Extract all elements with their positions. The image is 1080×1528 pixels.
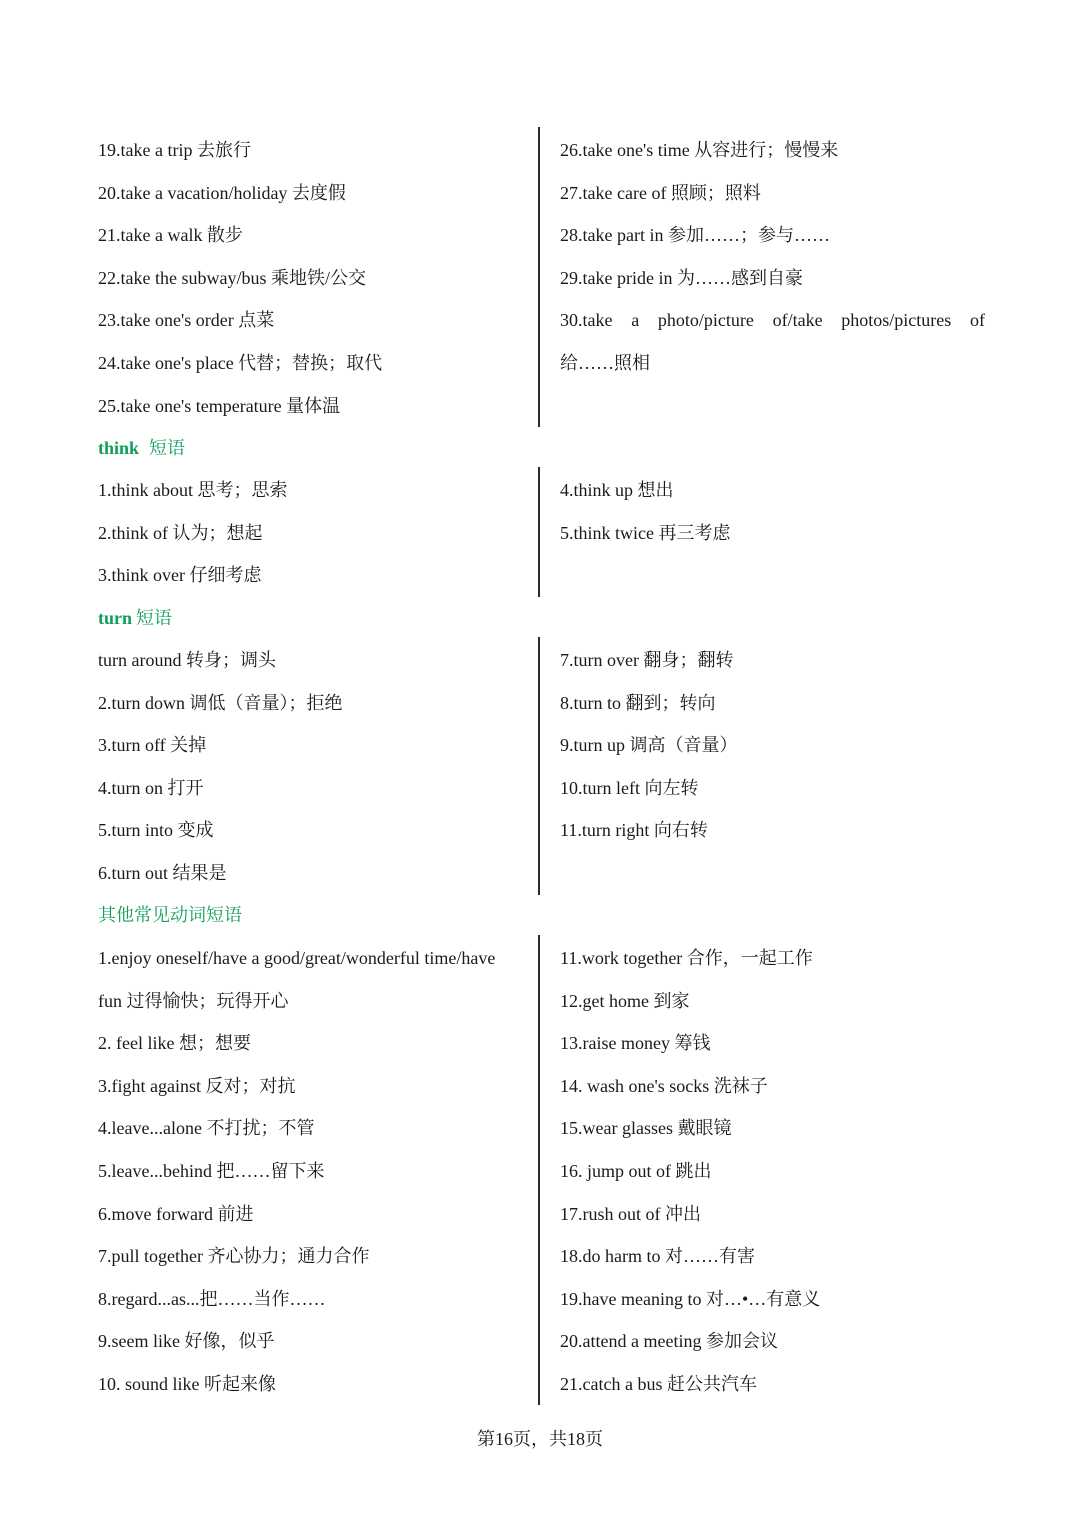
take-right-column — [560, 129, 990, 385]
phrase-item: 6.turn out 结果是 — [98, 862, 227, 883]
phrase-item: 6.move forward 前进 — [98, 1203, 254, 1224]
column-divider — [538, 637, 540, 895]
phrase-item: 21.take a walk 散步 — [98, 225, 243, 246]
heading-suffix: 短语 — [149, 438, 186, 458]
heading-keyword: think — [98, 438, 140, 458]
turn-left-column — [98, 639, 528, 895]
take-left-column — [98, 129, 528, 427]
phrase-item: 22.take the subway/bus 乘地铁/公交 — [98, 267, 366, 288]
take-phrases-section — [0, 129, 1080, 427]
phrase-item: 5.think twice 再三考虑 — [560, 522, 731, 543]
other-left-column — [98, 937, 528, 1406]
phrase-item: 2.turn down 调低（音量）；拒绝 — [98, 692, 343, 713]
think-phrases-section — [0, 469, 1080, 597]
phrase-item: 7.pull together 齐心协力；通力合作 — [98, 1246, 370, 1267]
phrase-item: 15.wear glasses 戴眼镜 — [560, 1118, 732, 1139]
phrase-item: 12.get home 到家 — [560, 990, 690, 1011]
turn-heading — [98, 597, 172, 639]
think-right-column — [560, 469, 990, 554]
turn-right-column — [560, 639, 990, 852]
phrase-item: 5.turn into 变成 — [98, 820, 214, 841]
think-left-column — [98, 469, 528, 597]
phrase-item: 11.work together 合作，一起工作 — [560, 948, 813, 968]
phrase-item: 9.seem like 好像，似乎 — [98, 1331, 275, 1352]
phrase-item: 2. feel like 想；想要 — [98, 1033, 251, 1054]
other-right-column — [560, 937, 990, 1406]
phrase-item: 9.turn up 调高（音量） — [560, 735, 738, 756]
phrase-item: 20.take a vacation/holiday 去度假 — [98, 182, 346, 203]
column-divider — [538, 935, 540, 1405]
phrase-item: 1.enjoy oneself/have a good/great/wonderful time/have — [98, 948, 496, 968]
phrase-item: 4.turn on 打开 — [98, 777, 204, 798]
phrase-item: 16. jump out of 跳出 — [560, 1160, 712, 1181]
heading-keyword: turn — [98, 608, 133, 628]
phrase-item: 30.take a photo/picture of/take photos/pictures of — [560, 310, 985, 331]
phrase-item: 26.take one's time 从容进行；慢慢来 — [560, 140, 839, 160]
other-phrases-heading: 其他常见动词短语 — [98, 905, 242, 925]
phrase-item: 4.think up 想出 — [560, 480, 674, 500]
phrase-item: 给……照相 — [560, 352, 650, 373]
other-phrases-section — [0, 937, 1080, 1407]
phrase-item: 8.turn to 翻到；转向 — [560, 692, 716, 713]
phrase-item: 19.take a trip 去旅行 — [98, 140, 251, 160]
phrase-item: fun 过得愉快；玩得开心 — [98, 990, 289, 1011]
phrase-item: 29.take pride in 为……感到自豪 — [560, 267, 803, 288]
phrase-item: 18.do harm to 对……有害 — [560, 1246, 755, 1267]
phrase-item: 27.take care of 照顾；照料 — [560, 182, 761, 203]
phrase-item: 28.take part in 参加……；参与…… — [560, 225, 830, 246]
phrase-item: 24.take one's place 代替；替换；取代 — [98, 352, 383, 373]
phrase-item: 14. wash one's socks 洗袜子 — [560, 1075, 768, 1096]
phrase-item: 21.catch a bus 赶公共汽车 — [560, 1373, 757, 1394]
phrase-item: 11.turn right 向右转 — [560, 820, 708, 841]
phrase-item: 3.fight against 反对；对抗 — [98, 1075, 296, 1096]
column-divider — [538, 127, 540, 427]
phrase-item: 3.turn off 关掉 — [98, 735, 207, 756]
phrase-item: 17.rush out of 冲出 — [560, 1203, 701, 1224]
phrase-item: 2.think of 认为；想起 — [98, 522, 263, 543]
phrase-item: 10.turn left 向左转 — [560, 777, 699, 798]
phrase-item: 1.think about 思考；思索 — [98, 480, 288, 500]
phrase-item: 25.take one's temperature 量体温 — [98, 395, 341, 416]
phrase-item: 3.think over 仔细考虑 — [98, 565, 262, 586]
phrase-item: 10. sound like 听起来像 — [98, 1373, 276, 1394]
turn-phrases-section — [0, 639, 1080, 895]
phrase-item: 5.leave...behind 把……留下来 — [98, 1160, 325, 1181]
phrase-item: 19.have meaning to 对…•…有意义 — [560, 1288, 821, 1309]
column-divider — [538, 467, 540, 597]
think-heading — [98, 427, 185, 469]
page-number-footer: 第16页，共18页 — [477, 1429, 603, 1449]
phrase-item: 20.attend a meeting 参加会议 — [560, 1331, 778, 1352]
phrase-item: 23.take one's order 点菜 — [98, 310, 275, 331]
phrase-item: turn around 转身；调头 — [98, 650, 276, 670]
heading-suffix: 短语 — [136, 608, 173, 628]
phrase-item: 7.turn over 翻身；翻转 — [560, 650, 734, 670]
phrase-item: 4.leave...alone 不打扰；不管 — [98, 1118, 315, 1139]
phrase-item: 13.raise money 筹钱 — [560, 1033, 711, 1054]
phrase-item: 8.regard...as...把……当作…… — [98, 1288, 326, 1309]
